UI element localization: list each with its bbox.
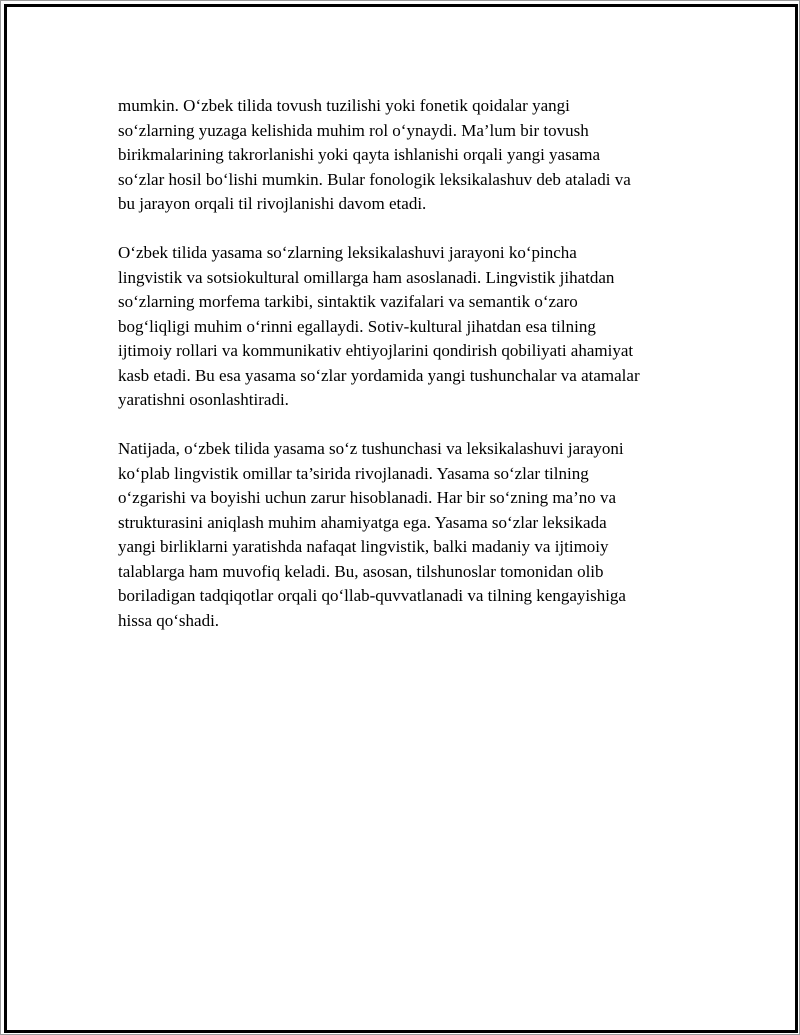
paragraph-line: o‘zgarishi va boyishi uchun zarur hisoblanadi. Har bir so‘zning ma’no va [118,488,617,507]
document-body [118,94,698,658]
paragraph-line: mumkin. O‘zbek tilida tovush tuzilishi yoki fonetik qoidalar yangi [118,96,570,115]
paragraph-line: yangi birliklarni yaratishda nafaqat lingvistik, balki madaniy va ijtimoiy [118,537,609,556]
paragraph-1 [118,94,698,217]
paragraph-line: bu jarayon orqali til rivojlanishi davom etadi. [118,194,427,213]
paragraph-line: O‘zbek tilida yasama so‘zlarning leksikalashuvi jarayoni ko‘pincha [118,243,577,262]
paragraph-line: ijtimoiy rollari va kommunikativ ehtiyojlarini qondirish qobiliyati ahamiyat [118,341,634,360]
paragraph-line: kasb etadi. Bu esa yasama so‘zlar yordamida yangi tushunchalar va atamalar [118,365,640,385]
paragraph-line: boriladigan tadqiqotlar orqali qo‘llab-quvvatlanadi va tilning kengayishiga [118,586,626,605]
paragraph-line: talablarga ham muvofiq keladi. Bu, asosan, tilshunoslar tomonidan olib [118,561,604,581]
paragraph-line: bog‘liqligi muhim o‘rinni egallaydi. Sotiv-kultural jihatdan esa tilning [118,316,596,336]
paragraph-line: so‘zlar hosil bo‘lishi mumkin. Bular fonologik leksikalashuv deb ataladi va [118,169,631,189]
paragraph-line: birikmalarining takrorlanishi yoki qayta ishlanishi orqali yangi yasama [118,145,601,164]
paragraph-line: so‘zlarning yuzaga kelishida muhim rol o‘ynaydi. Ma’lum bir tovush [118,120,589,140]
paragraph-line: hissa qo‘shadi. [118,610,220,630]
paragraph-line: strukturasini aniqlash muhim ahamiyatga ega. Yasama so‘zlar leksikada [118,512,607,532]
paragraph-line: lingvistik va sotsiokultural omillarga ham asoslanadi. Lingvistik jihatdan [118,267,615,287]
paragraph-line: Natijada, o‘zbek tilida yasama so‘z tushunchasi va leksikalashuvi jarayoni [118,439,624,458]
paragraph-line: ko‘plab lingvistik omillar ta’sirida rivojlanadi. Yasama so‘zlar tilning [118,463,589,483]
paragraph-line: yaratishni osonlashtiradi. [118,390,289,409]
paragraph-line: so‘zlarning morfema tarkibi, sintaktik vazifalari va semantik o‘zaro [118,292,578,311]
paragraph-3 [118,437,698,633]
paragraph-2 [118,241,698,413]
